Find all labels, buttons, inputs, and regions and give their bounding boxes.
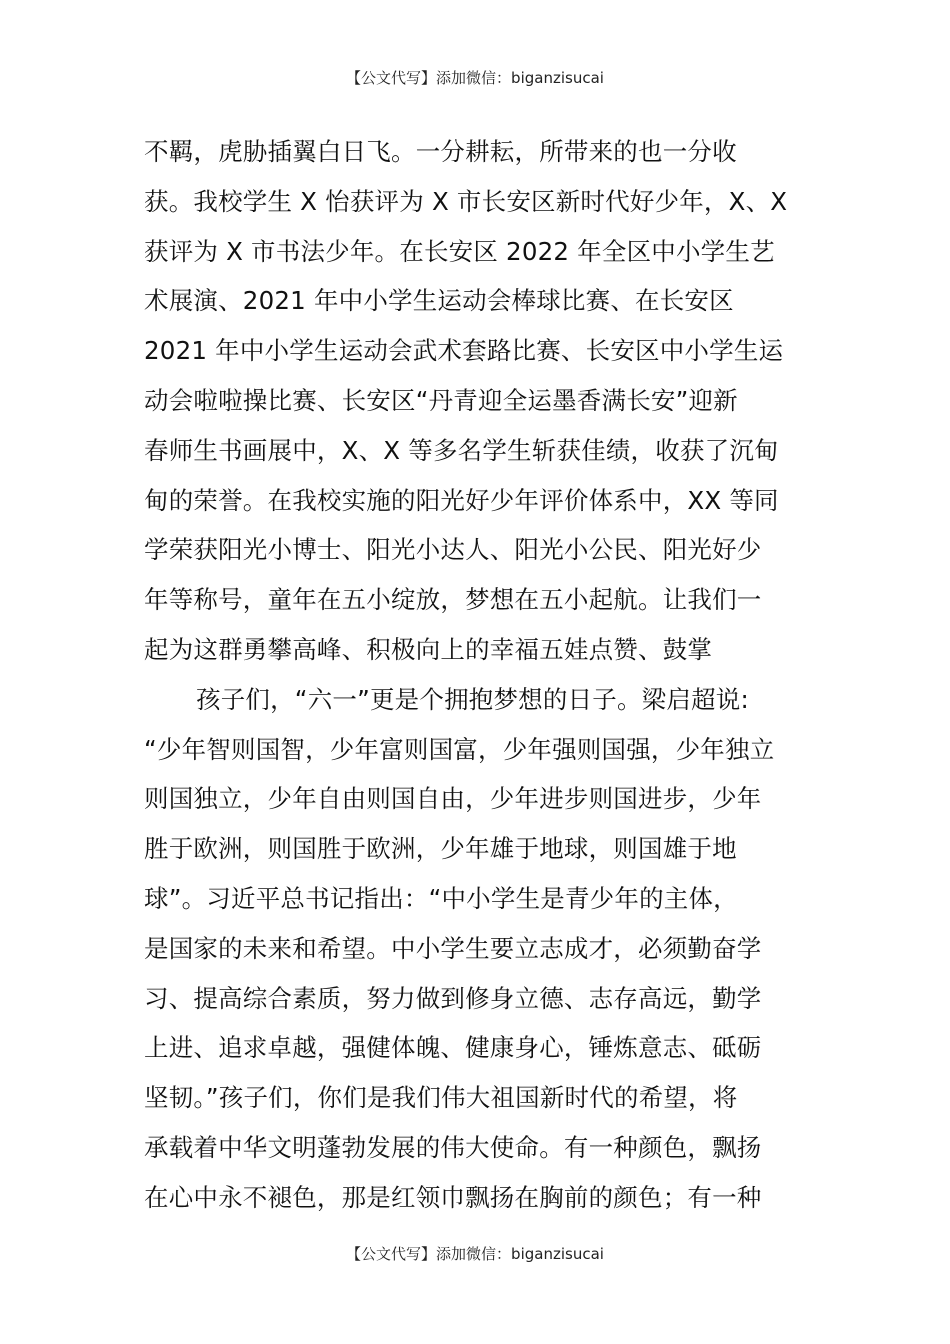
page-footer: 【公文代写】添加微信：biganzisucai <box>346 1245 604 1263</box>
text-line: 术展演、2021 年中小学生运动会棒球比赛、在长安区 <box>144 286 734 316</box>
text-line: 2021 年中小学生运动会武术套路比赛、长安区中小学生运 <box>144 336 784 366</box>
text-line: 是国家的未来和希望。中小学生要立志成才，必须勤奋学 <box>144 933 762 963</box>
text-line: 获。我校学生 X 怡获评为 X 市长安区新时代好少年，X、X <box>144 186 788 216</box>
text-line: “少年智则国智，少年富则国富，少年强则国强，少年独立 <box>144 734 775 764</box>
text-line: 承载着中华文明蓬勃发展的伟大使命。有一种颜色，飘扬 <box>144 1132 762 1162</box>
text-line: 学荣获阳光小博士、阳光小达人、阳光小公民、阳光好少 <box>144 535 762 565</box>
text-line: 动会啦啦操比赛、长安区“丹青迎全运墨香满长安”迎新 <box>144 385 738 415</box>
text-line: 则国独立，少年自由则国自由，少年进步则国进步，少年 <box>144 784 762 814</box>
text-line: 习、提高综合素质，努力做到修身立德、志存高远，勤学 <box>144 983 762 1013</box>
text-line: 不羁，虎胁插翼白日飞。一分耕耘，所带来的也一分收 <box>144 137 737 166</box>
text-line: 胜于欧洲，则国胜于欧洲，少年雄于地球，则国雄于地 <box>144 834 737 864</box>
paragraph-start-line: 孩子们，“六一”更是个拥抱梦想的日子。梁启超说: <box>196 684 749 714</box>
text-line: 球”。习近平总书记指出：“中小学生是青少年的主体， <box>144 883 738 913</box>
text-line: 年等称号，童年在五小绽放，梦想在五小起航。让我们一 <box>144 585 762 615</box>
document-body <box>144 127 806 1223</box>
text-line: 起为这群勇攀高峰、积极向上的幸福五娃点赞、鼓掌 <box>144 634 713 664</box>
text-line: 获评为 X 市书法少年。在长安区 2022 年全区中小学生艺 <box>144 236 775 266</box>
text-line: 春师生书画展中，X、X 等多名学生斩获佳绩，收获了沉甸 <box>144 435 779 465</box>
page-header: 【公文代写】添加微信：biganzisucai <box>346 69 604 87</box>
text-line: 坚韧。”孩子们，你们是我们伟大祖国新时代的希望，将 <box>144 1083 738 1113</box>
text-line: 在心中永不褪色，那是红领巾飘扬在胸前的颜色；有一种 <box>144 1182 762 1212</box>
text-line: 上进、追求卓越，强健体魄、健康身心，锤炼意志、砥砺 <box>144 1033 762 1063</box>
text-line: 甸的荣誉。在我校实施的阳光好少年评价体系中，XX 等同 <box>144 485 779 515</box>
